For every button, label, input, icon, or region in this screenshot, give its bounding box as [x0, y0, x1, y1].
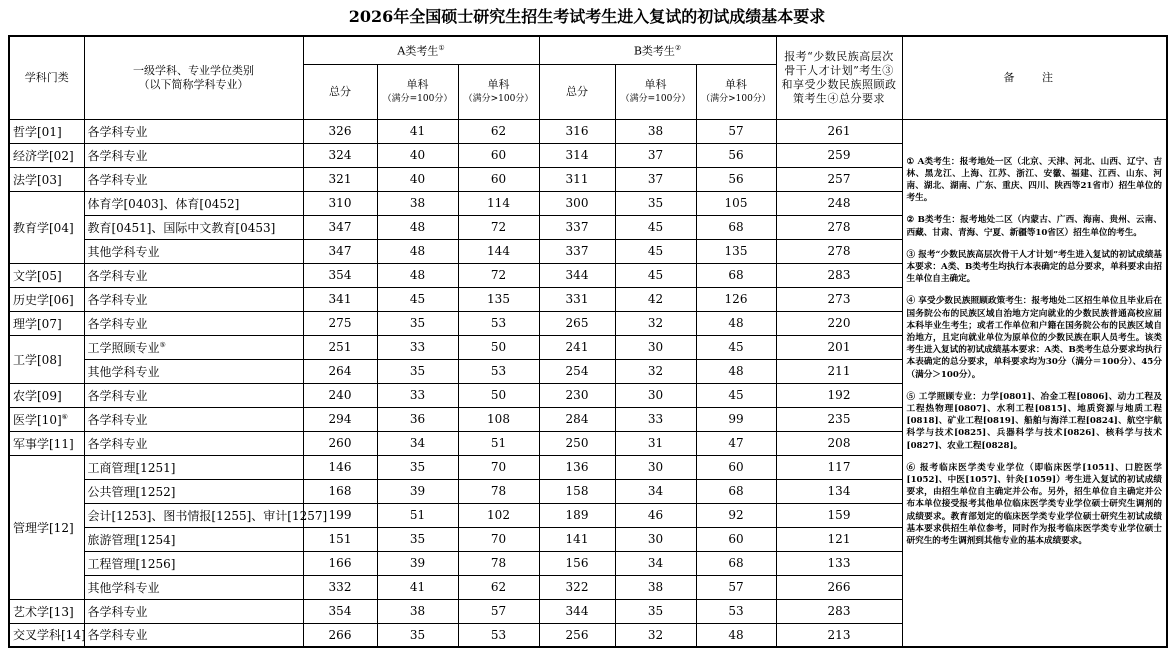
- discipline-cell: 各学科专业: [84, 263, 303, 287]
- score-cell: 68: [696, 215, 776, 239]
- score-cell: 78: [458, 479, 539, 503]
- header-a-single-gt100: 单科 （满分>100分）: [458, 64, 539, 119]
- score-cell: 60: [696, 455, 776, 479]
- header-b-total: 总分: [539, 64, 615, 119]
- score-cell: 40: [377, 143, 458, 167]
- score-cell: 347: [303, 239, 377, 263]
- score-cell: 39: [377, 551, 458, 575]
- score-cell: 135: [696, 239, 776, 263]
- score-cell: 41: [377, 575, 458, 599]
- score-cell: 341: [303, 287, 377, 311]
- score-cell: 37: [615, 167, 696, 191]
- score-cell: 70: [458, 455, 539, 479]
- table-row: [9, 119, 1167, 143]
- score-cell: 53: [696, 599, 776, 623]
- note-item: ⑥ 报考临床医学类专业学位（即临床医学[1051]、口腔医学[1052]、中医[1057]、针灸[1059]）考生进入复试的初试成绩要求，由招生单位自主确定并公布。另外，招生单位自主确定并公布本单位接受报考其他单位临床医学类专业学位硕士研究生调剂的成绩要求。教育部划定的临床医学类专业学位硕士研究生初试成绩基本要求供招生单位参考，同时作为报考临床医学类专业学位硕士研究生的考生调剂到其他专业的基本成绩要求。: [906, 462, 1162, 546]
- score-cell: 39: [377, 479, 458, 503]
- score-cell: 48: [377, 215, 458, 239]
- score-cell: 57: [696, 119, 776, 143]
- score-cell: 37: [615, 143, 696, 167]
- score-cell: 32: [615, 623, 696, 647]
- score-cell: 310: [303, 191, 377, 215]
- score-cell: 159: [776, 503, 902, 527]
- header-discipline: [84, 36, 303, 119]
- score-cell: 35: [615, 191, 696, 215]
- score-cell: 92: [696, 503, 776, 527]
- score-cell: 321: [303, 167, 377, 191]
- score-cell: 300: [539, 191, 615, 215]
- discipline-cell: 工程管理[1256]: [84, 551, 303, 575]
- score-cell: 40: [377, 167, 458, 191]
- score-cell: 294: [303, 407, 377, 431]
- score-cell: 260: [303, 431, 377, 455]
- category-cell: 法学[03]: [9, 167, 84, 191]
- score-cell: 347: [303, 215, 377, 239]
- score-cell: 99: [696, 407, 776, 431]
- score-cell: 34: [615, 479, 696, 503]
- score-cell: 45: [696, 335, 776, 359]
- category-cell: 文学[05]: [9, 263, 84, 287]
- score-cell: 45: [615, 239, 696, 263]
- score-cell: 311: [539, 167, 615, 191]
- score-cell: 34: [377, 431, 458, 455]
- score-cell: 32: [615, 311, 696, 335]
- discipline-cell: 其他学科专业: [84, 359, 303, 383]
- discipline-cell: 其他学科专业: [84, 239, 303, 263]
- score-cell: 283: [776, 599, 902, 623]
- score-cell: 201: [776, 335, 902, 359]
- score-cell: 156: [539, 551, 615, 575]
- score-cell: 135: [458, 287, 539, 311]
- score-cell: 30: [615, 455, 696, 479]
- header-a-total: 总分: [303, 64, 377, 119]
- score-cell: 283: [776, 263, 902, 287]
- score-cell: 141: [539, 527, 615, 551]
- header-group-a: A类考生①: [303, 36, 539, 64]
- score-cell: 42: [615, 287, 696, 311]
- score-cell: 38: [377, 599, 458, 623]
- score-cell: 47: [696, 431, 776, 455]
- score-cell: 278: [776, 215, 902, 239]
- score-cell: 266: [303, 623, 377, 647]
- discipline-cell: 工学照顾专业⑤: [84, 335, 303, 359]
- score-cell: 199: [303, 503, 377, 527]
- score-cell: 32: [615, 359, 696, 383]
- score-cell: 35: [377, 623, 458, 647]
- score-cell: 278: [776, 239, 902, 263]
- score-cell: 38: [377, 191, 458, 215]
- score-cell: 121: [776, 527, 902, 551]
- category-cell: 艺术学[13]: [9, 599, 84, 623]
- score-cell: 48: [696, 359, 776, 383]
- score-cell: 48: [696, 311, 776, 335]
- note-item: ① A类考生：报考地处一区（北京、天津、河北、山西、辽宁、吉林、黑龙江、上海、江苏、浙江、安徽、福建、江西、山东、河南、湖北、湖南、广东、重庆、四川、陕西等21省市）招生单位的考生。: [906, 156, 1162, 204]
- score-cell: 45: [696, 383, 776, 407]
- score-cell: 151: [303, 527, 377, 551]
- score-cell: 41: [377, 119, 458, 143]
- score-cell: 57: [458, 599, 539, 623]
- score-cell: 53: [458, 623, 539, 647]
- score-cell: 273: [776, 287, 902, 311]
- score-cell: 240: [303, 383, 377, 407]
- score-cell: 284: [539, 407, 615, 431]
- score-cell: 45: [615, 263, 696, 287]
- score-cell: 259: [776, 143, 902, 167]
- score-cell: 192: [776, 383, 902, 407]
- discipline-cell: 各学科专业: [84, 119, 303, 143]
- score-cell: 56: [696, 167, 776, 191]
- header-b-single-gt100: 单科 （满分>100分）: [696, 64, 776, 119]
- score-cell: 60: [458, 167, 539, 191]
- score-cell: 344: [539, 599, 615, 623]
- category-cell: 农学[09]: [9, 383, 84, 407]
- score-cell: 354: [303, 599, 377, 623]
- score-cell: 332: [303, 575, 377, 599]
- category-cell: 工学[08]: [9, 335, 84, 383]
- score-cell: 326: [303, 119, 377, 143]
- discipline-cell: 各学科专业: [84, 383, 303, 407]
- score-cell: 30: [615, 527, 696, 551]
- note-item: ② B类考生：报考地处二区（内蒙古、广西、海南、贵州、云南、西藏、甘肃、青海、宁夏、新疆等10省区）招生单位的考生。: [906, 215, 1162, 238]
- header-b-single100: 单科 （满分=100分）: [615, 64, 696, 119]
- score-cell: 53: [458, 311, 539, 335]
- score-cell: 264: [303, 359, 377, 383]
- score-cell: 102: [458, 503, 539, 527]
- score-cell: 38: [615, 119, 696, 143]
- score-cell: 70: [458, 527, 539, 551]
- score-cell: 275: [303, 311, 377, 335]
- score-cell: 50: [458, 335, 539, 359]
- category-cell: 管理学[12]: [9, 455, 84, 599]
- discipline-cell: 会计[1253]、图书情报[1255]、审计[1257]: [84, 503, 303, 527]
- score-cell: 46: [615, 503, 696, 527]
- score-cell: 53: [458, 359, 539, 383]
- table-body: [9, 119, 1167, 647]
- score-cell: 35: [377, 455, 458, 479]
- score-cell: 265: [539, 311, 615, 335]
- category-cell: 交叉学科[14]: [9, 623, 84, 647]
- category-cell: 教育学[04]: [9, 191, 84, 263]
- score-cell: 354: [303, 263, 377, 287]
- score-cell: 48: [377, 239, 458, 263]
- score-cell: 51: [377, 503, 458, 527]
- discipline-cell: 教育[0451]、国际中文教育[0453]: [84, 215, 303, 239]
- discipline-cell: 各学科专业: [84, 287, 303, 311]
- note-item: ③ 报考“少数民族高层次骨干人才计划”考生进入复试的初试成绩基本要求：A类、B类考生均执行本表确定的总分要求，单科要求由招生单位自主确定。: [906, 249, 1162, 285]
- discipline-cell: 各学科专业: [84, 623, 303, 647]
- score-cell: 213: [776, 623, 902, 647]
- category-cell: 理学[07]: [9, 311, 84, 335]
- score-cell: 316: [539, 119, 615, 143]
- score-cell: 50: [458, 383, 539, 407]
- category-cell: 医学[10]⑥: [9, 407, 84, 431]
- score-cell: 62: [458, 575, 539, 599]
- header-group-b: B类考生②: [539, 36, 776, 64]
- discipline-cell: 其他学科专业: [84, 575, 303, 599]
- score-cell: 68: [696, 263, 776, 287]
- score-cell: 220: [776, 311, 902, 335]
- header-discipline-line2: （以下简称学科专业）: [138, 77, 249, 91]
- category-cell: 哲学[01]: [9, 119, 84, 143]
- score-cell: 35: [377, 311, 458, 335]
- score-cell: 117: [776, 455, 902, 479]
- score-cell: 251: [303, 335, 377, 359]
- score-cell: 60: [458, 143, 539, 167]
- score-cell: 146: [303, 455, 377, 479]
- score-cell: 60: [696, 527, 776, 551]
- score-cell: 45: [615, 215, 696, 239]
- score-cell: 126: [696, 287, 776, 311]
- score-cell: 36: [377, 407, 458, 431]
- score-cell: 134: [776, 479, 902, 503]
- score-cell: 235: [776, 407, 902, 431]
- header-remarks: 备 注: [902, 36, 1167, 119]
- score-cell: 114: [458, 191, 539, 215]
- score-cell: 68: [696, 551, 776, 575]
- score-cell: 331: [539, 287, 615, 311]
- discipline-cell: 各学科专业: [84, 431, 303, 455]
- discipline-cell: 各学科专业: [84, 143, 303, 167]
- score-cell: 166: [303, 551, 377, 575]
- category-cell: 历史学[06]: [9, 287, 84, 311]
- score-cell: 35: [377, 527, 458, 551]
- score-cell: 78: [458, 551, 539, 575]
- score-cell: 30: [615, 335, 696, 359]
- score-cell: 56: [696, 143, 776, 167]
- score-cell: 211: [776, 359, 902, 383]
- score-cell: 337: [539, 239, 615, 263]
- page-title: 2026年全国硕士研究生招生考试考生进入复试的初试成绩基本要求: [348, 7, 826, 26]
- discipline-cell: 各学科专业: [84, 599, 303, 623]
- score-cell: 33: [377, 383, 458, 407]
- header-category: 学科门类: [9, 36, 84, 119]
- score-cell: 230: [539, 383, 615, 407]
- score-cell: 344: [539, 263, 615, 287]
- score-cell: 34: [615, 551, 696, 575]
- score-cell: 108: [458, 407, 539, 431]
- score-cell: 248: [776, 191, 902, 215]
- score-cell: 68: [696, 479, 776, 503]
- score-cell: 314: [539, 143, 615, 167]
- score-cell: 51: [458, 431, 539, 455]
- header-special: 报考“少数民族高层次骨干人才计划”考生③和享受少数民族照顾政策考生④总分要求: [776, 36, 902, 119]
- category-cell: 军事学[11]: [9, 431, 84, 455]
- score-cell: 136: [539, 455, 615, 479]
- discipline-cell: 工商管理[1251]: [84, 455, 303, 479]
- score-cell: 133: [776, 551, 902, 575]
- discipline-cell: 各学科专业: [84, 167, 303, 191]
- score-cell: 33: [377, 335, 458, 359]
- score-cell: 48: [696, 623, 776, 647]
- header-a-single100: 单科 （满分=100分）: [377, 64, 458, 119]
- score-cell: 35: [615, 599, 696, 623]
- note-item: ⑤ 工学照顾专业：力学[0801]、冶金工程[0806]、动力工程及工程热物理[0807]、水利工程[0815]、地质资源与地质工程[0818]、矿业工程[0819]、船舶与海洋工程[0824]、航空宇航科学与技术[0825]、兵器科学与技术[0826]、核科学与技术[0827]、农业工程[0828]。: [906, 391, 1162, 451]
- score-cell: 324: [303, 143, 377, 167]
- score-table: [8, 35, 1168, 648]
- header-discipline-line1: 一级学科、专业学位类别: [133, 63, 254, 77]
- score-cell: 337: [539, 215, 615, 239]
- note-item: ④ 享受少数民族照顾政策考生：报考地处二区招生单位且毕业后在国务院公布的民族区域自治地方定向就业的少数民族普通高校应届本科毕业生考生；或者工作单位和户籍在国务院公布的民族区域自治地方，且定向就业单位为原单位的少数民族在职人员考生。该类考生进入复试的初试成绩基本要求：A类、B类考生总分要求均执行本表确定的总分要求，单科要求均为30分（满分＝100分）、45分（满分＞100分）。: [906, 296, 1162, 380]
- discipline-cell: 各学科专业: [84, 311, 303, 335]
- discipline-cell: 旅游管理[1254]: [84, 527, 303, 551]
- score-cell: 257: [776, 167, 902, 191]
- score-cell: 38: [615, 575, 696, 599]
- score-cell: 266: [776, 575, 902, 599]
- score-cell: 72: [458, 215, 539, 239]
- score-cell: 105: [696, 191, 776, 215]
- discipline-cell: 体育学[0403]、体育[0452]: [84, 191, 303, 215]
- discipline-cell: 公共管理[1252]: [84, 479, 303, 503]
- remarks-cell: [902, 119, 1167, 647]
- score-cell: 241: [539, 335, 615, 359]
- score-cell: 57: [696, 575, 776, 599]
- score-cell: 31: [615, 431, 696, 455]
- score-cell: 254: [539, 359, 615, 383]
- score-cell: 208: [776, 431, 902, 455]
- discipline-cell: 各学科专业: [84, 407, 303, 431]
- score-cell: 168: [303, 479, 377, 503]
- score-cell: 62: [458, 119, 539, 143]
- score-cell: 35: [377, 359, 458, 383]
- score-cell: 322: [539, 575, 615, 599]
- score-cell: 45: [377, 287, 458, 311]
- score-cell: 158: [539, 479, 615, 503]
- score-cell: 30: [615, 383, 696, 407]
- category-cell: 经济学[02]: [9, 143, 84, 167]
- score-cell: 72: [458, 263, 539, 287]
- score-cell: 189: [539, 503, 615, 527]
- score-cell: 250: [539, 431, 615, 455]
- score-cell: 48: [377, 263, 458, 287]
- score-cell: 256: [539, 623, 615, 647]
- score-cell: 144: [458, 239, 539, 263]
- score-cell: 33: [615, 407, 696, 431]
- score-cell: 261: [776, 119, 902, 143]
